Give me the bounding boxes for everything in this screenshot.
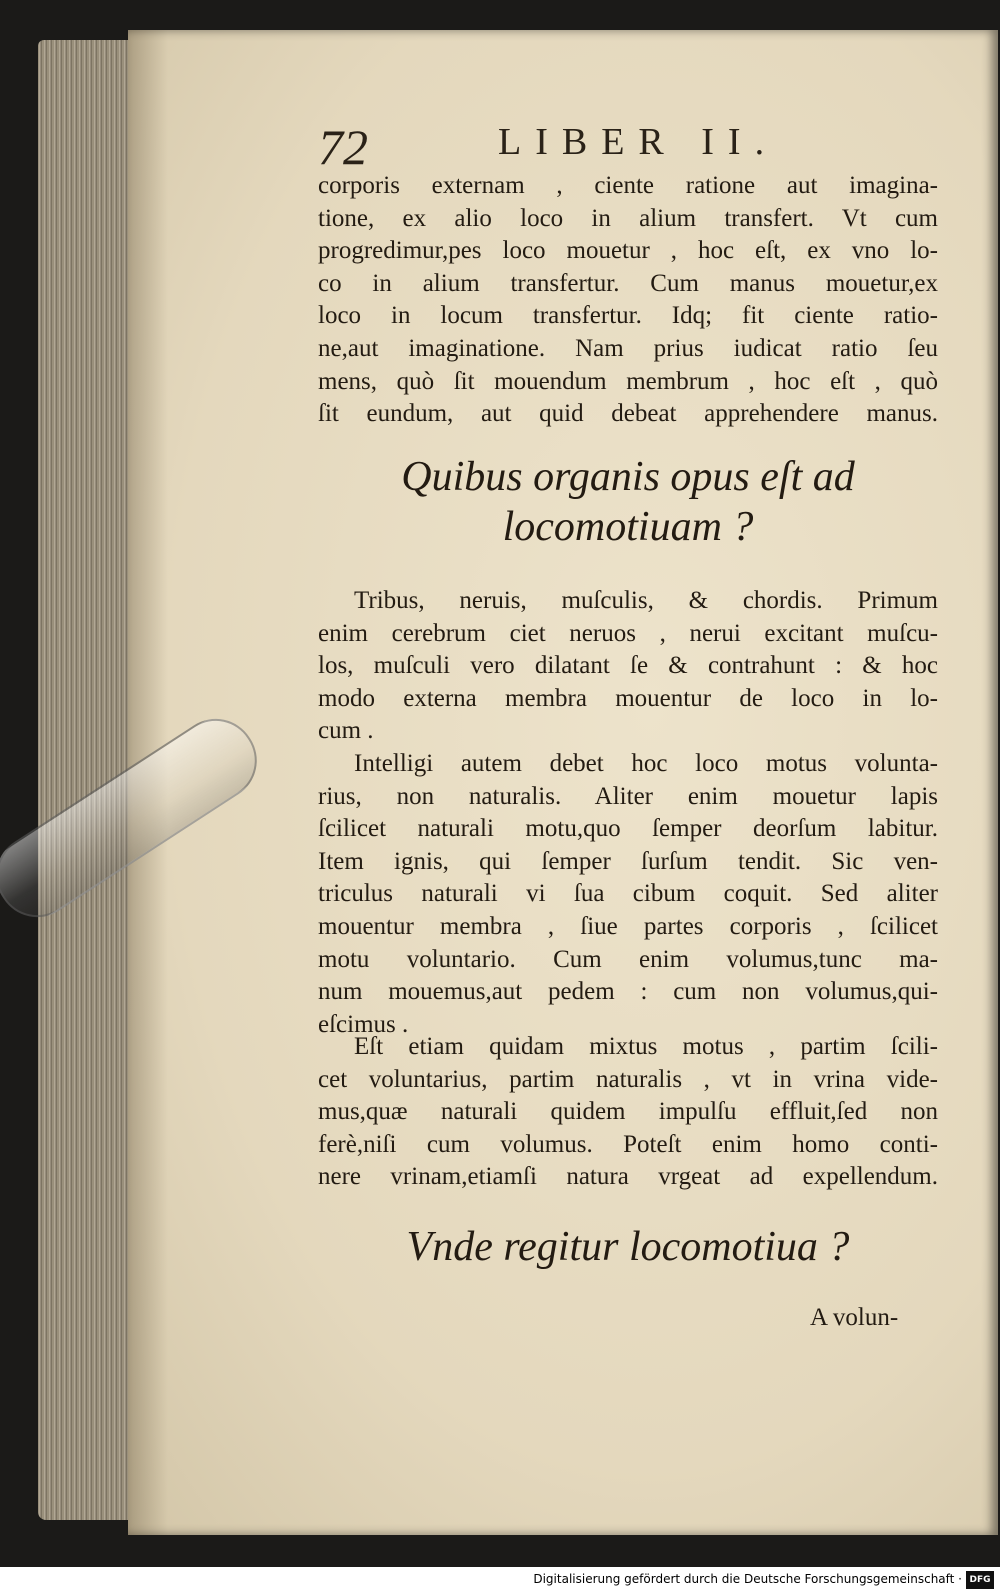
text-line: num mouemus,aut pedem : cum non volumus,qui- xyxy=(318,978,938,1006)
paragraph-4 xyxy=(318,1031,938,1194)
running-head: LIBER II. xyxy=(498,121,779,163)
text-line: nere vrinam,etiamſi natura vrgeat ad expellendum. xyxy=(318,1163,938,1191)
question-heading-1 xyxy=(318,452,938,552)
text-line: corporis externam , ciente ratione aut imagina- xyxy=(318,172,938,199)
text-line: mens, quò ſit mouendum membrum , hoc eſt , quò xyxy=(318,367,938,395)
text-line: ſit eundum, aut quid debeat apprehendere manus. xyxy=(318,400,938,428)
text-line: mus,quæ naturali quidem impulſu effluit,ſed non xyxy=(318,1098,938,1126)
text-line: cet voluntarius, partim naturalis , vt in vrina vide- xyxy=(318,1065,938,1093)
question-heading-2 xyxy=(318,1222,938,1272)
paragraph-top xyxy=(318,170,938,431)
text-line: ſcilicet naturali motu,quo ſemper deorſum labitur. xyxy=(318,815,938,843)
text-line: Item ignis, qui ſemper ſurſum tendit. Sic ven- xyxy=(318,847,938,875)
text-line: tione, ex alio loco in alium transfert. Vt cum xyxy=(318,204,938,232)
text-line: eſcimus . xyxy=(318,1010,409,1038)
footer-bar xyxy=(0,1567,1000,1595)
text-line: modo externa membra mouentur de loco in lo- xyxy=(318,684,938,712)
paragraph-2 xyxy=(318,585,938,748)
heading-line: Vnde regitur locomotiua ? xyxy=(406,1224,850,1270)
page-header xyxy=(318,118,938,178)
footer-credit: Digitalisierung gefördert durch die Deutsche Forschungsgemeinschaft · xyxy=(533,1572,962,1586)
text-line: loco in locum transfertur. Idq; fit ciente ratio- xyxy=(318,302,938,330)
text-line: ne,aut imaginatione. Nam prius iudicat ratio ſeu xyxy=(318,334,938,362)
text-line: mouentur membra , ſiue partes corporis , ſcilicet xyxy=(318,912,938,940)
text-line: rius, non naturalis. Aliter enim mouetur lapis xyxy=(318,782,938,810)
text-line: Eſt etiam quidam mixtus motus , partim ſcili- xyxy=(354,1033,938,1060)
heading-line: Quibus organis opus eſt ad xyxy=(401,454,855,500)
text-line: enim cerebrum ciet neruos , nerui excitant muſcu- xyxy=(318,619,938,647)
text-line: motu voluntario. Cum enim volumus,tunc ma- xyxy=(318,945,938,973)
text-line: Tribus, neruis, muſculis, & chordis. Primum xyxy=(354,587,938,614)
text-line: progredimur,pes loco mouetur , hoc eſt, ex vno lo- xyxy=(318,237,938,265)
text-line: triculus naturali vi ſua cibum coquit. Sed aliter xyxy=(318,880,938,908)
text-line: co in alium transfertur. Cum manus mouetur,ex xyxy=(318,269,938,297)
text-line: cum . xyxy=(318,717,374,745)
catchword: A volun- xyxy=(810,1304,899,1331)
text-line: Intelligi autem debet hoc loco motus volunta- xyxy=(354,750,938,777)
paragraph-3 xyxy=(318,748,938,1041)
page-number: 72 xyxy=(318,119,368,175)
text-line: ferè,niſi cum volumus. Poteſt enim homo conti- xyxy=(318,1130,938,1158)
heading-line: locomotiuam ? xyxy=(502,504,754,550)
text-line: los, muſculi vero dilatant ſe & contrahunt : & hoc xyxy=(318,652,938,680)
dfg-logo-icon: DFG xyxy=(966,1571,994,1589)
